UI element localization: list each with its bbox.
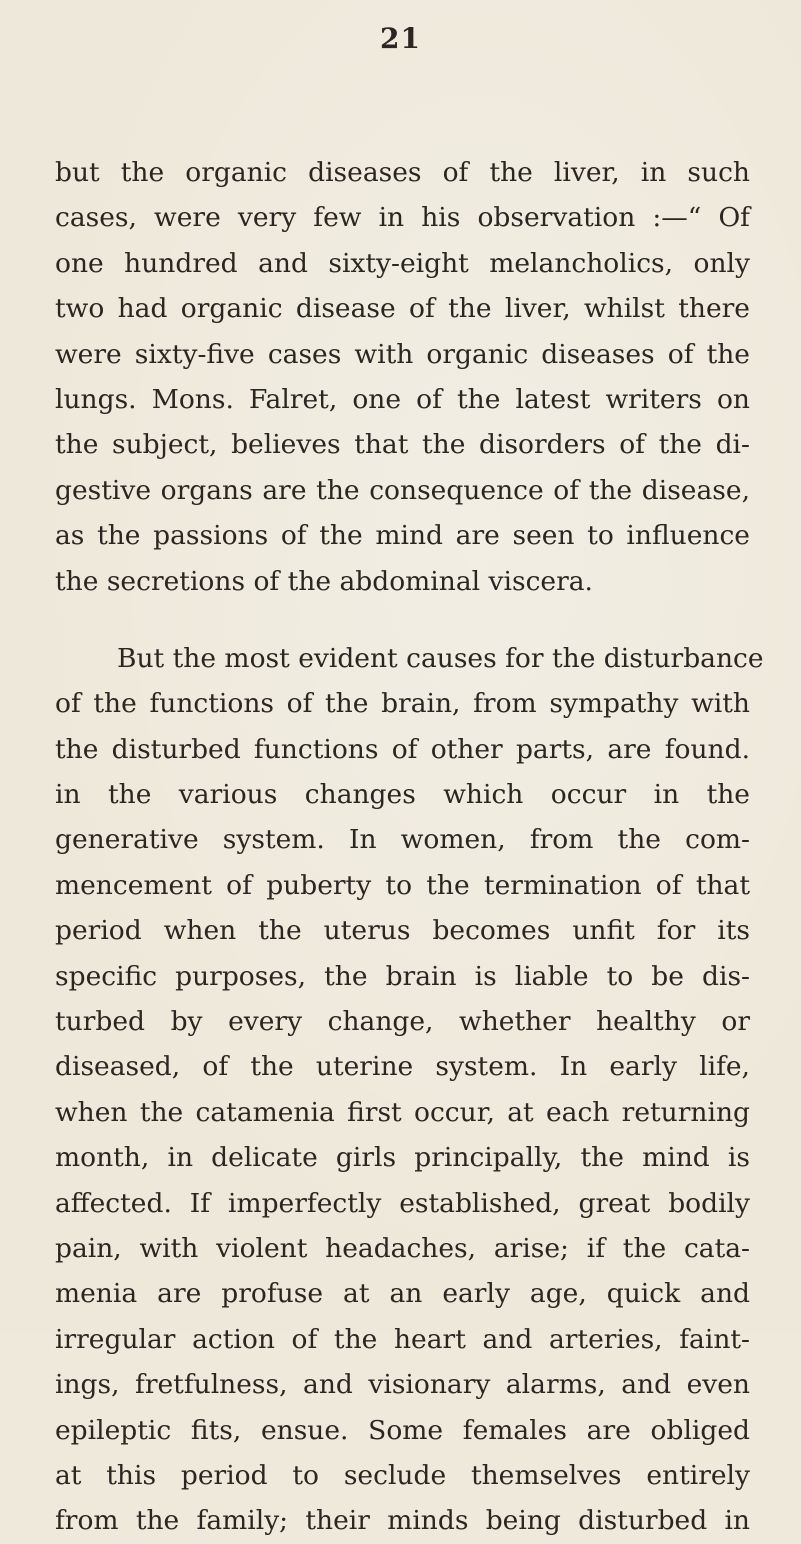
text-line: ings, fretfulness, and visionary alarms, and even xyxy=(55,1369,750,1401)
text-line: epileptic fits, ensue. Some females are obliged xyxy=(55,1414,750,1446)
text-line: diseased, of the uterine system. In early life, xyxy=(55,1051,750,1083)
text-line: but the organic diseases of the liver, in such xyxy=(55,157,750,188)
text-line: irregular action of the heart and arteries, faint- xyxy=(55,1323,750,1355)
text-line: the disturbed functions of other parts, are found. xyxy=(55,733,750,765)
text-line: were sixty-five cases with organic diseases of the xyxy=(55,338,750,370)
text-line: affected. If imperfectly established, great bodily xyxy=(55,1187,750,1219)
text-line: cases, were very few in his observation :—“ Of xyxy=(55,202,750,234)
text-line: gestive organs are the consequence of the disease, xyxy=(55,474,750,506)
paragraph-spacer xyxy=(55,604,750,636)
text-line: in the various changes which occur in the xyxy=(55,779,750,811)
paragraph-1 xyxy=(55,150,750,604)
text-line: two had organic disease of the liver, whilst there xyxy=(55,293,750,325)
text-line: But the most evident causes for the disturbance xyxy=(117,642,764,674)
text-line: at this period to seclude themselves entirely xyxy=(55,1459,750,1491)
text-line: the subject, believes that the disorders of the di- xyxy=(55,429,750,461)
text-line: turbed by every change, whether healthy or xyxy=(55,1006,750,1038)
text-line: generative system. In women, from the com- xyxy=(55,824,750,856)
text-line: lungs. Mons. Falret, one of the latest writers on xyxy=(55,383,750,415)
text-line: specific purposes, the brain is liable to be dis- xyxy=(55,960,750,992)
text-line: when the catamenia first occur, at each returning xyxy=(55,1096,750,1128)
text-line: mencement of puberty to the termination of that xyxy=(55,869,750,901)
text-line: from the family; their minds being disturbed in xyxy=(55,1505,750,1537)
text-line: of the functions of the brain, from sympathy with xyxy=(55,688,750,720)
text-line: one hundred and sixty-eight melancholics, only xyxy=(55,247,750,279)
text-line: pain, with violent headaches, arise; if the cata- xyxy=(55,1232,750,1264)
body-text xyxy=(55,150,764,1544)
page-number: 21 xyxy=(380,22,421,55)
text-line: the secretions of the abdominal viscera. xyxy=(55,565,593,597)
text-line: period when the uterus becomes unfit for its xyxy=(55,915,750,947)
text-line: menia are profuse at an early age, quick and xyxy=(55,1278,750,1310)
text-line: month, in delicate girls principally, the mind is xyxy=(55,1142,750,1174)
text-line: as the passions of the mind are seen to influence xyxy=(55,520,750,552)
paragraph-2 xyxy=(55,636,764,1544)
